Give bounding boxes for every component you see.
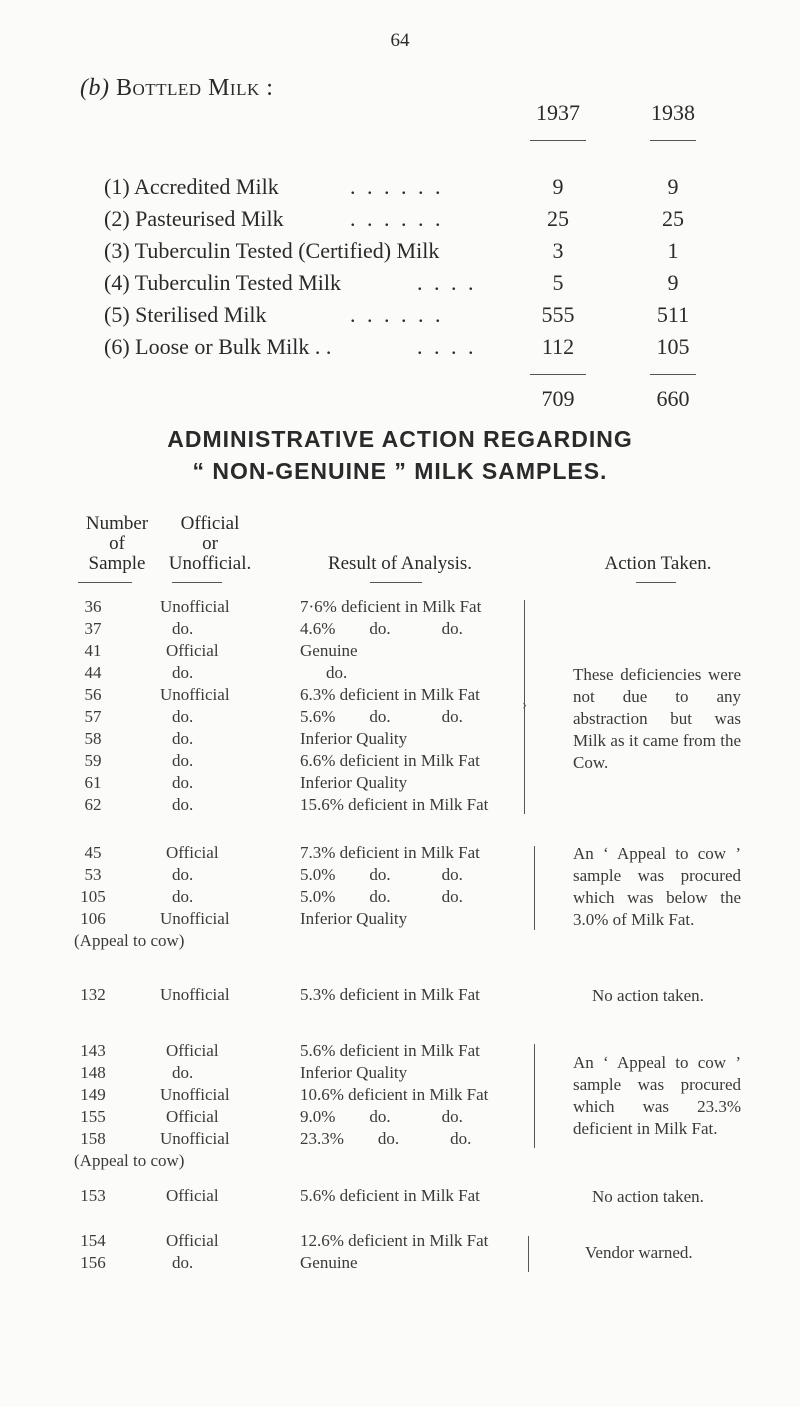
sample-result: 5.0% do. do. [300, 865, 463, 884]
col-header-official-line: Official [180, 513, 240, 534]
sample-number: 44 [84, 663, 102, 682]
action-taken: These deficiencies were not due to any abstraction but was Milk as it came from the Cow. [573, 665, 741, 772]
bottled-row-1938: 511 [656, 302, 690, 327]
sample-number: 148 [80, 1063, 106, 1082]
action-taken: No action taken. [592, 1187, 704, 1206]
sample-result: 10.6% deficient in Milk Fat [300, 1085, 489, 1104]
group-note: (Appeal to cow) [74, 1151, 185, 1170]
bottled-row-1937: 555 [541, 302, 575, 327]
leader-dots: . . . . . . [350, 174, 444, 199]
sample-number: 106 [80, 909, 106, 928]
sample-number: 41 [84, 641, 102, 660]
sample-number: 57 [84, 707, 102, 726]
bottled-row-1938: 9 [667, 174, 679, 199]
sample-number: 154 [80, 1231, 106, 1250]
section-prefix: (b) [80, 75, 110, 101]
total-1937: 709 [541, 386, 575, 411]
sample-number: 149 [80, 1085, 106, 1104]
sample-number: 58 [84, 729, 102, 748]
sample-number: 105 [80, 887, 106, 906]
sample-result: 5.6% do. do. [300, 707, 463, 726]
sample-result: Inferior Quality [300, 729, 408, 748]
sample-number: 156 [80, 1253, 106, 1272]
bottled-row-1937: 9 [552, 174, 564, 199]
sample-number: 153 [80, 1186, 106, 1205]
bottled-row-label: (2) Pasteurised Milk [104, 206, 284, 231]
col-header-number-line: Number [85, 513, 149, 534]
heading-line-2: “ NON-GENUINE ” MILK SAMPLES. [192, 458, 608, 484]
bottled-row-1938: 25 [662, 206, 684, 231]
bottled-row-1937: 112 [541, 334, 575, 359]
sample-result: 4.6% do. do. [300, 619, 463, 638]
sample-number: 45 [84, 843, 102, 862]
sample-result: 5.6% deficient in Milk Fat [300, 1186, 480, 1205]
brace-point: › [522, 697, 527, 713]
group-note: (Appeal to cow) [74, 931, 185, 950]
bottled-row-1937: 25 [547, 206, 569, 231]
action-taken: Vendor warned. [585, 1243, 693, 1262]
sample-number: 56 [84, 685, 102, 704]
year-rule-1938 [650, 140, 696, 141]
group-brace [534, 846, 535, 930]
total-rule-1937 [530, 374, 586, 375]
sample-result: 12.6% deficient in Milk Fat [300, 1231, 489, 1250]
sample-result: 23.3% do. do. [300, 1129, 472, 1148]
sample-result: 7.3% deficient in Milk Fat [300, 843, 480, 862]
col-rule [370, 582, 422, 583]
year-header-1938: 1938 [651, 100, 695, 125]
sample-result: 7·6% deficient in Milk Fat [300, 597, 482, 616]
heading-line-1: ADMINISTRATIVE ACTION REGARDING [167, 426, 633, 452]
group-brace [528, 1236, 529, 1272]
sample-result: Inferior Quality [300, 773, 408, 792]
sample-result: Inferior Quality [300, 909, 408, 928]
sample-type: do. [172, 1253, 194, 1272]
page-number: 64 [390, 30, 410, 51]
sample-type: Official [166, 1231, 219, 1250]
sample-number: 143 [80, 1041, 106, 1060]
sample-type: Unofficial [160, 985, 230, 1004]
year-rule-1937 [530, 140, 586, 141]
sample-type: Unofficial [160, 685, 230, 704]
col-header-number-line: Sample [88, 553, 146, 574]
sample-type: Official [166, 1041, 219, 1060]
sample-type: Official [166, 1107, 219, 1126]
section-title [80, 75, 273, 102]
col-rule [636, 582, 676, 583]
bottled-row-label: (5) Sterilised Milk [104, 302, 267, 327]
leader-dots: . . . . . . [350, 206, 444, 231]
group-brace [534, 1044, 535, 1148]
sample-result: 6.6% deficient in Milk Fat [300, 751, 480, 770]
total-1938: 660 [656, 386, 690, 411]
sample-type: do. [172, 707, 194, 726]
bottled-row-label: (1) Accredited Milk [104, 174, 279, 199]
total-rule-1938 [650, 374, 696, 375]
col-header-number [76, 514, 158, 574]
sample-result: 5.0% do. do. [300, 887, 463, 906]
leader-dots: . . . . [417, 270, 477, 295]
sample-result: 15.6% deficient in Milk Fat [300, 795, 489, 814]
sample-number: 59 [84, 751, 102, 770]
bottled-row-1937: 3 [552, 238, 564, 263]
sample-result: 9.0% do. do. [300, 1107, 463, 1126]
sample-type: do. [172, 1063, 194, 1082]
sample-number: 36 [84, 597, 102, 616]
sample-type: do. [172, 619, 194, 638]
bottled-row-label: (4) Tuberculin Tested Milk [104, 270, 341, 295]
col-header-result: Result of Analysis. [327, 553, 473, 574]
col-header-official-line: or [202, 533, 218, 554]
leader-dots: . . . . [417, 334, 477, 359]
sample-number: 62 [84, 795, 102, 814]
sample-result: 5.3% deficient in Milk Fat [300, 985, 480, 1004]
sample-type: do. [172, 795, 194, 814]
sample-type: do. [172, 887, 194, 906]
sample-type: Official [166, 843, 219, 862]
sample-number: 158 [80, 1129, 106, 1148]
section-title-text: Bottled Milk : [115, 75, 274, 101]
sample-result: 5.6% deficient in Milk Fat [300, 1041, 480, 1060]
sample-result: do. [326, 663, 348, 682]
sample-result: 6.3% deficient in Milk Fat [300, 685, 480, 704]
col-header-action: Action Taken. [604, 553, 712, 574]
sample-number: 155 [80, 1107, 106, 1126]
col-header-official [150, 514, 270, 574]
sample-type: Unofficial [160, 1085, 230, 1104]
col-header-official-line: Unofficial. [168, 553, 252, 574]
action-taken: An ‘ Appeal to cow ’ sample was procured which was below the 3.0% of Milk Fat. [573, 844, 741, 929]
sample-number: 37 [84, 619, 102, 638]
bottled-row-1938: 1 [667, 238, 679, 263]
sample-result: Inferior Quality [300, 1063, 408, 1082]
sample-type: Unofficial [160, 909, 230, 928]
bottled-row-label: (3) Tuberculin Tested (Certified) Milk [104, 238, 440, 263]
sample-type: Unofficial [160, 1129, 230, 1148]
sample-type: do. [172, 663, 194, 682]
year-header-1937: 1937 [536, 100, 580, 125]
bottled-row-1937: 5 [552, 270, 564, 295]
leader-dots: . . . . . . [350, 302, 444, 327]
sample-type: do. [172, 751, 194, 770]
sample-type: Official [166, 1186, 219, 1205]
action-taken: No action taken. [592, 986, 704, 1005]
sample-type: Unofficial [160, 597, 230, 616]
bottled-row-1938: 105 [656, 334, 690, 359]
sample-type: do. [172, 773, 194, 792]
sample-number: 132 [80, 985, 106, 1004]
sample-number: 61 [84, 773, 102, 792]
col-rule [172, 582, 222, 583]
col-rule [78, 582, 132, 583]
sample-number: 53 [84, 865, 102, 884]
bottled-row-label: (6) Loose or Bulk Milk . . [104, 334, 332, 359]
sample-result: Genuine [300, 1253, 358, 1272]
bottled-row-1938: 9 [667, 270, 679, 295]
sample-type: do. [172, 865, 194, 884]
col-header-number-line: of [109, 533, 125, 554]
sample-result: Genuine [300, 641, 358, 660]
action-taken: An ‘ Appeal to cow ’ sample was procured which was 23.3% deficient in Milk Fat. [573, 1053, 741, 1138]
sample-type: do. [172, 729, 194, 748]
sample-type: Official [166, 641, 219, 660]
